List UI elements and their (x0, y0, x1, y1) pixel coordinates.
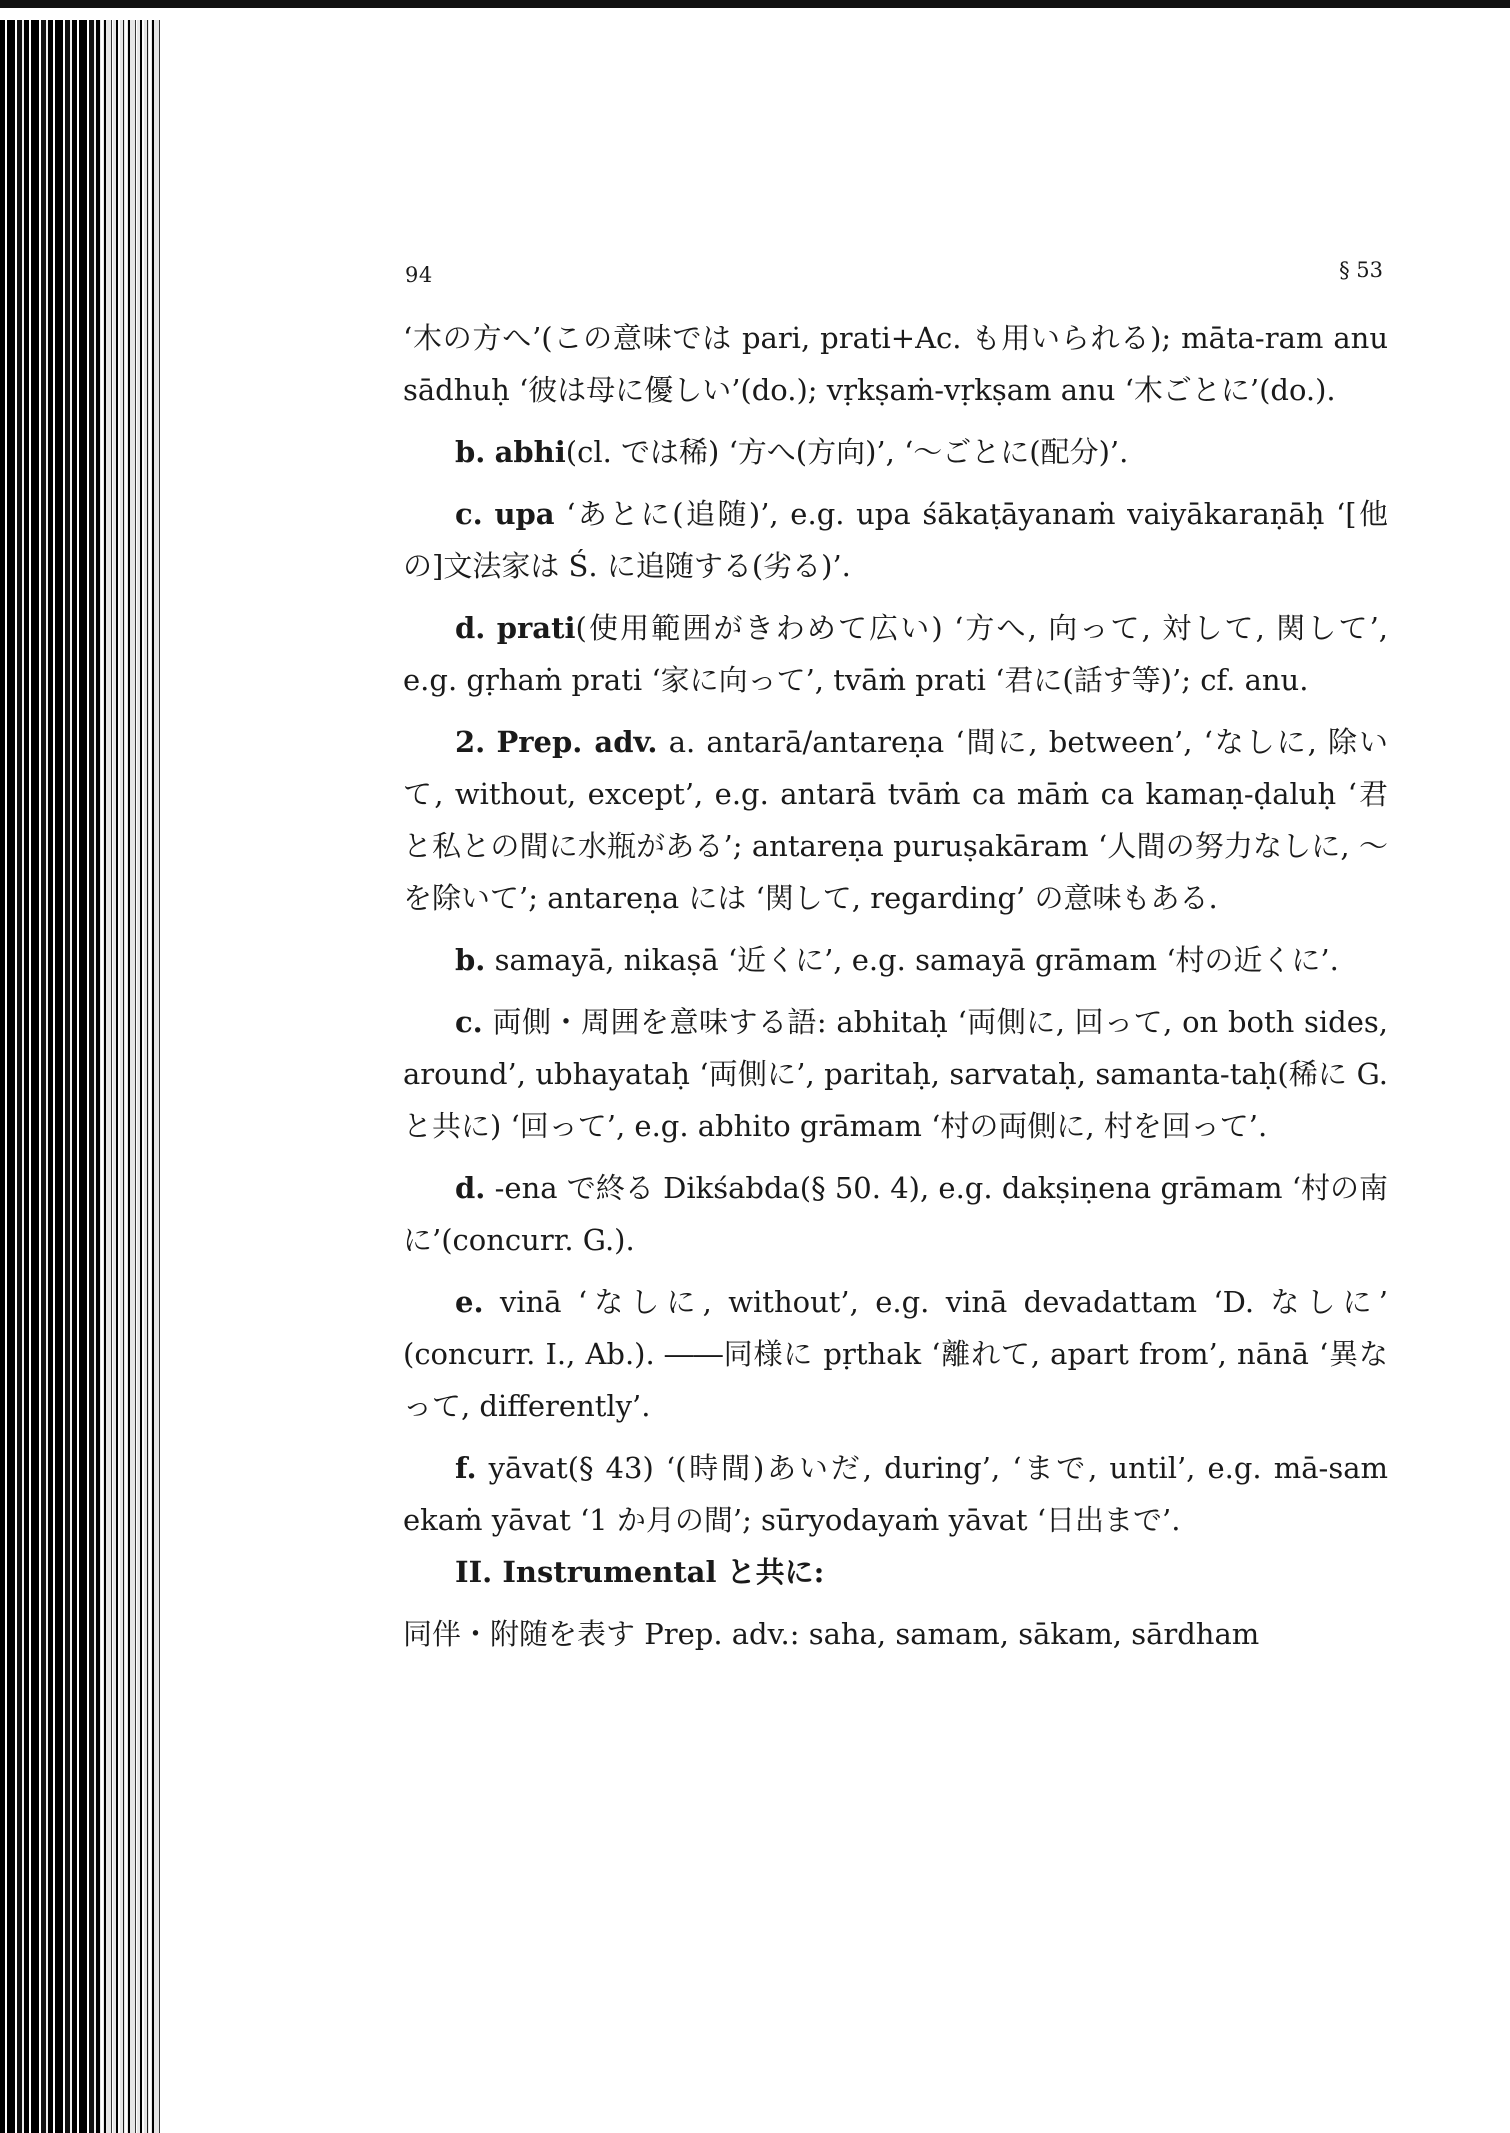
item-head: upa (494, 497, 555, 531)
paragraph-continuation (403, 312, 1388, 416)
paragraph-c-abhitah (403, 996, 1388, 1152)
item-label: d. (455, 611, 486, 645)
top-edge-line (0, 0, 1510, 8)
item-label: b. (455, 943, 486, 977)
item-label: c. (455, 1005, 483, 1039)
paragraph-text: (cl. では稀) ‘方へ(方向)’, ‘～ごとに(配分)’. (565, 435, 1129, 469)
item-label: b. (455, 435, 486, 469)
paragraph-b-abhi (403, 426, 1388, 478)
section-heading-instrumental: II. Instrumental と共に: (455, 1555, 825, 1589)
section-reference: § 53 (1339, 258, 1383, 282)
paragraph-text: (使用範囲がきわめて広い) ‘方へ, 向って, 対して, 関して’, e.g. gṛhaṁ prati ‘家に向って’, tvāṁ prati ‘君に(話す等)’; cf. anu. (403, 611, 1389, 697)
paragraph-2-prep-adv (403, 716, 1388, 924)
paragraph-d-prati (403, 602, 1388, 706)
paragraph-text: ‘あとに(追随)’, e.g. upa śākaṭāyanaṁ vaiyākaraṇāḥ ‘[他の]文法家は Ś. に追随する(劣る)’. (403, 497, 1389, 583)
item-head: abhi (494, 435, 566, 469)
paragraph-b-samaya (403, 934, 1388, 986)
page-body (403, 312, 1388, 1660)
paragraph-c-upa (403, 488, 1388, 592)
paragraph-last-line: 同伴・附随を表す Prep. adv.: saha, samam, sākam, sārdham (403, 1617, 1260, 1651)
paragraph-text: vinā ‘なしに, without’, e.g. vinā devadattam ‘D. なしに’ (concurr. I., Ab.). ――同様に pṛthak ‘離れて, apart from’, nānā ‘異なって, differently’. (403, 1285, 1388, 1423)
item-label: f. (455, 1451, 477, 1485)
item-label: c. (455, 497, 483, 531)
paragraph-f-yavat (403, 1442, 1388, 1546)
item-label: e. (455, 1285, 484, 1319)
paragraph-text: a. antarā/antareṇa ‘間に, between’, ‘なしに, 除いて, without, except’, e.g. antarā tvāṁ ca māṁ ca kamaṇ-ḍaluḥ ‘君と私との間に水瓶がある’; antareṇa puruṣakāram ‘人間の努力なしに, ～を除いて’; antareṇa には ‘関して, regarding’ の意味もある. (403, 725, 1389, 915)
item-label: d. (455, 1171, 486, 1205)
paragraph-text: samayā, nikaṣā ‘近くに’, e.g. samayā grāmam ‘村の近くに’. (494, 943, 1339, 977)
item-head: Prep. adv. (496, 725, 658, 759)
paragraph-d-ena (403, 1162, 1388, 1266)
paragraph-text: yāvat(§ 43) ‘(時間)あいだ, during’, ‘まで, until’, e.g. mā-sam ekaṁ yāvat ‘1 か月の間’; sūryodayaṁ yāvat ‘日出まで’. (403, 1451, 1389, 1537)
item-label: 2. (455, 725, 486, 759)
page-number: 94 (405, 263, 433, 287)
paragraph-text: ‘木の方へ’(この意味では pari, prati+Ac. も用いられる); māta-ram anu sādhuḥ ‘彼は母に優しい’(do.); vṛkṣaṁ-vṛkṣam anu ‘木ごとに’(do.). (403, 321, 1388, 407)
paragraph-e-vina (403, 1276, 1388, 1432)
paragraph-text: 両側・周囲を意味する語: abhitaḥ ‘両側に, 回って, on both sides, around’, ubhayataḥ ‘両側に’, paritaḥ, sarvataḥ, samanta-taḥ(稀に G. と共に) ‘回って’, e.g. abhito grāmam ‘村の両側に, 村を回って’. (403, 1005, 1389, 1143)
item-head: prati (496, 611, 576, 645)
book-binding-edge (100, 20, 160, 2133)
paragraph-text: -ena で終る Dikśabda(§ 50. 4), e.g. dakṣiṇena grāmam ‘村の南に’(concurr. G.). (403, 1171, 1388, 1257)
